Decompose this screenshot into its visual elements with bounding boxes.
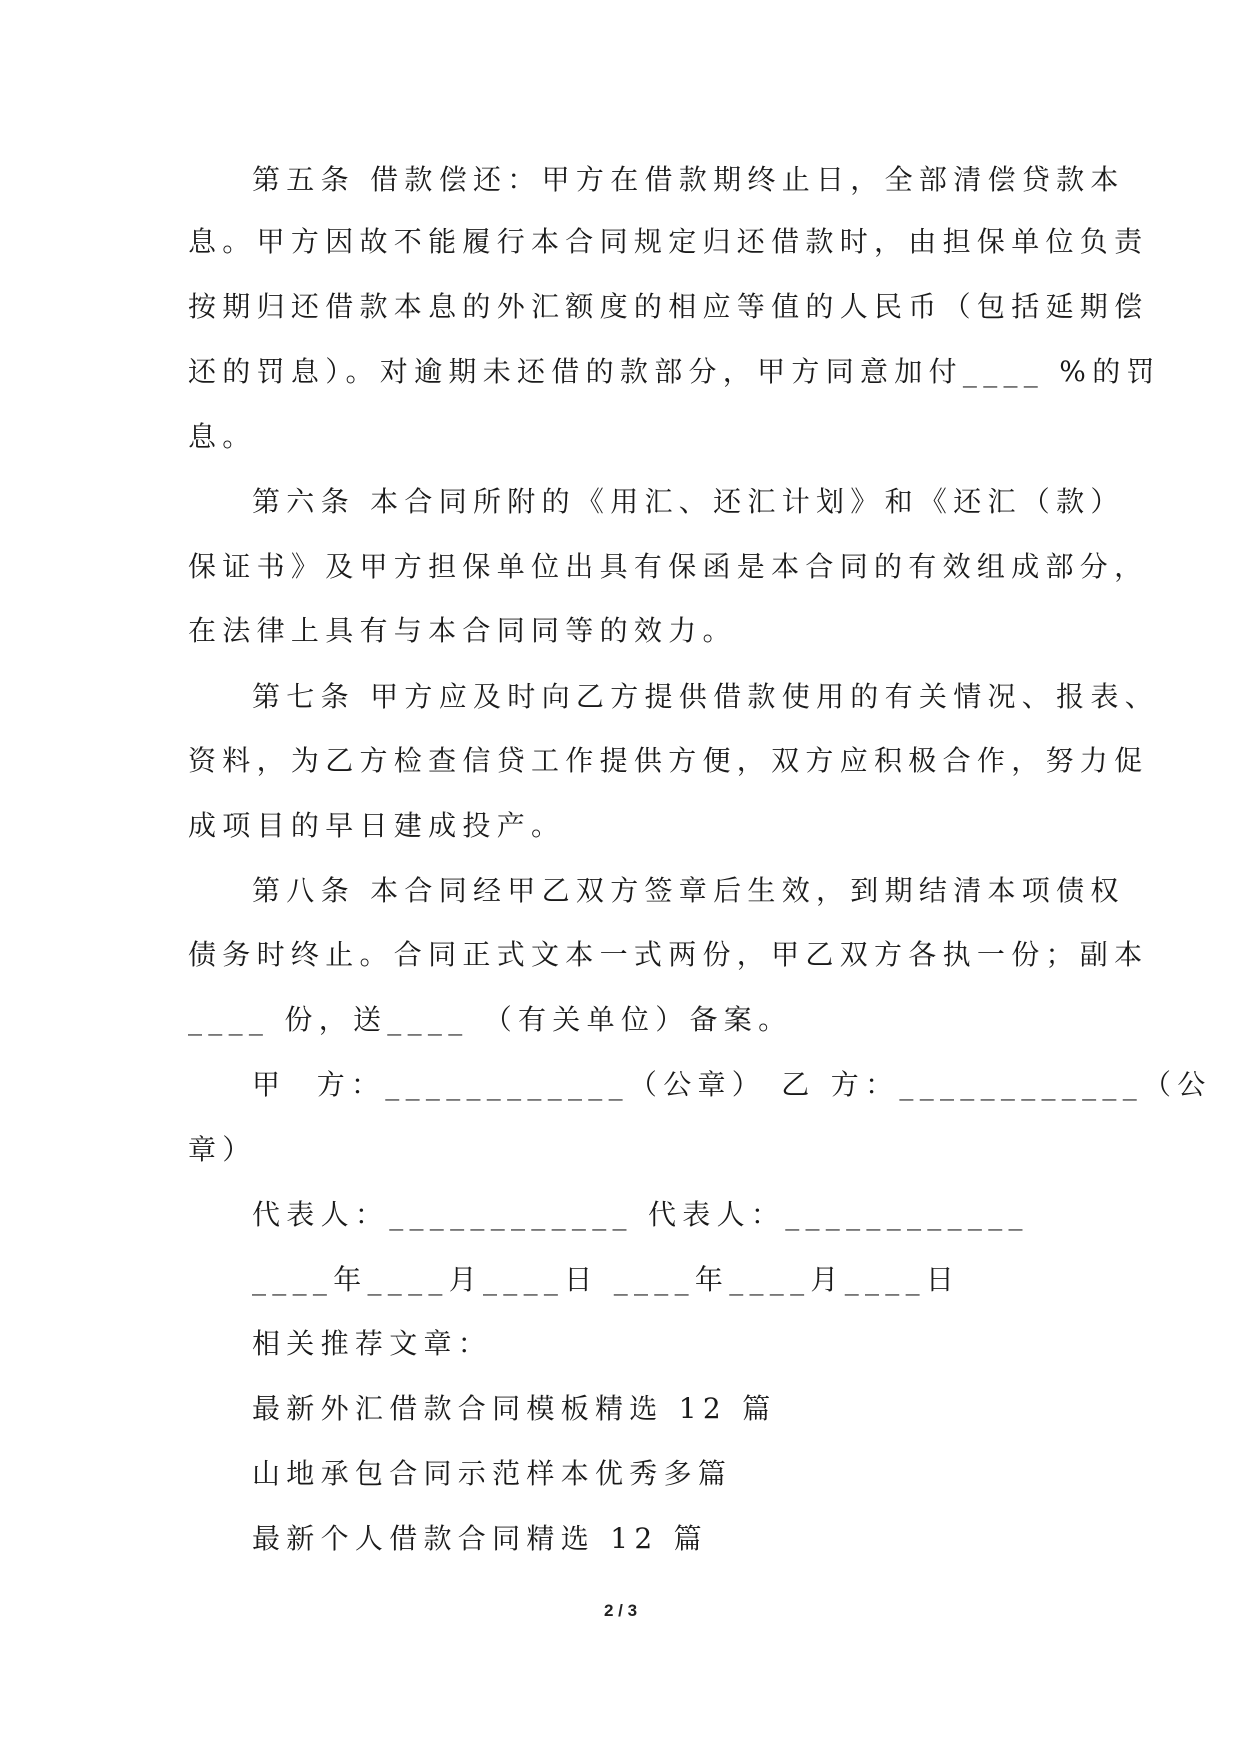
article-8-line-2: 债务时终止。合同正式文本一式两份，甲乙双方各执一份；副本 [188, 938, 1149, 971]
party-seal-line-2: 章） [188, 1133, 257, 1166]
article-6-line-2: 保证书》及甲方担保单位出具有保函是本合同的有效组成部分， [188, 550, 1149, 583]
article-5-line-1: 第五条 借款偿还：甲方在借款期终止日，全部清偿贷款本 [252, 163, 1125, 196]
related-articles-heading: 相关推荐文章： [252, 1327, 493, 1360]
representative-line: 代表人：____________ 代表人：____________ [252, 1198, 1029, 1231]
article-6-line-1: 第六条 本合同所附的《用汇、还汇计划》和《还汇（款） [252, 485, 1125, 518]
article-5-line-5: 息。 [188, 420, 257, 453]
article-5-line-3: 按期归还借款本息的外汇额度的相应等值的人民币（包括延期偿 [188, 290, 1149, 323]
date-line: ____年____月____日 ____年____月____日 [252, 1263, 961, 1296]
party-seal-line-1: 甲 方：____________（公章） 乙 方：____________（公 [252, 1068, 1212, 1101]
article-8-line-3: ____ 份，送____ （有关单位）备案。 [188, 1003, 793, 1036]
page-number: 2 / 3 [603, 1601, 638, 1620]
related-article-link[interactable]: 最新外汇借款合同模板精选 12 篇 [252, 1392, 777, 1425]
article-5-line-4: 还的罚息）。对逾期未还借的款部分，甲方同意加付____ %的罚 [188, 355, 1161, 388]
article-7-line-2: 资料，为乙方检查信贷工作提供方便，双方应积极合作，努力促 [188, 744, 1149, 777]
article-7-line-3: 成项目的早日建成投产。 [188, 809, 566, 842]
article-5-line-2: 息。甲方因故不能履行本合同规定归还借款时，由担保单位负责 [188, 225, 1149, 258]
related-article-link[interactable]: 山地承包合同示范样本优秀多篇 [252, 1457, 733, 1490]
related-article-link[interactable]: 最新个人借款合同精选 12 篇 [252, 1522, 708, 1555]
article-6-line-3: 在法律上具有与本合同同等的效力。 [188, 614, 737, 647]
article-8-line-1: 第八条 本合同经甲乙双方签章后生效，到期结清本项债权 [252, 874, 1125, 907]
article-7-line-1: 第七条 甲方应及时向乙方提供借款使用的有关情况、报表、 [252, 680, 1160, 713]
